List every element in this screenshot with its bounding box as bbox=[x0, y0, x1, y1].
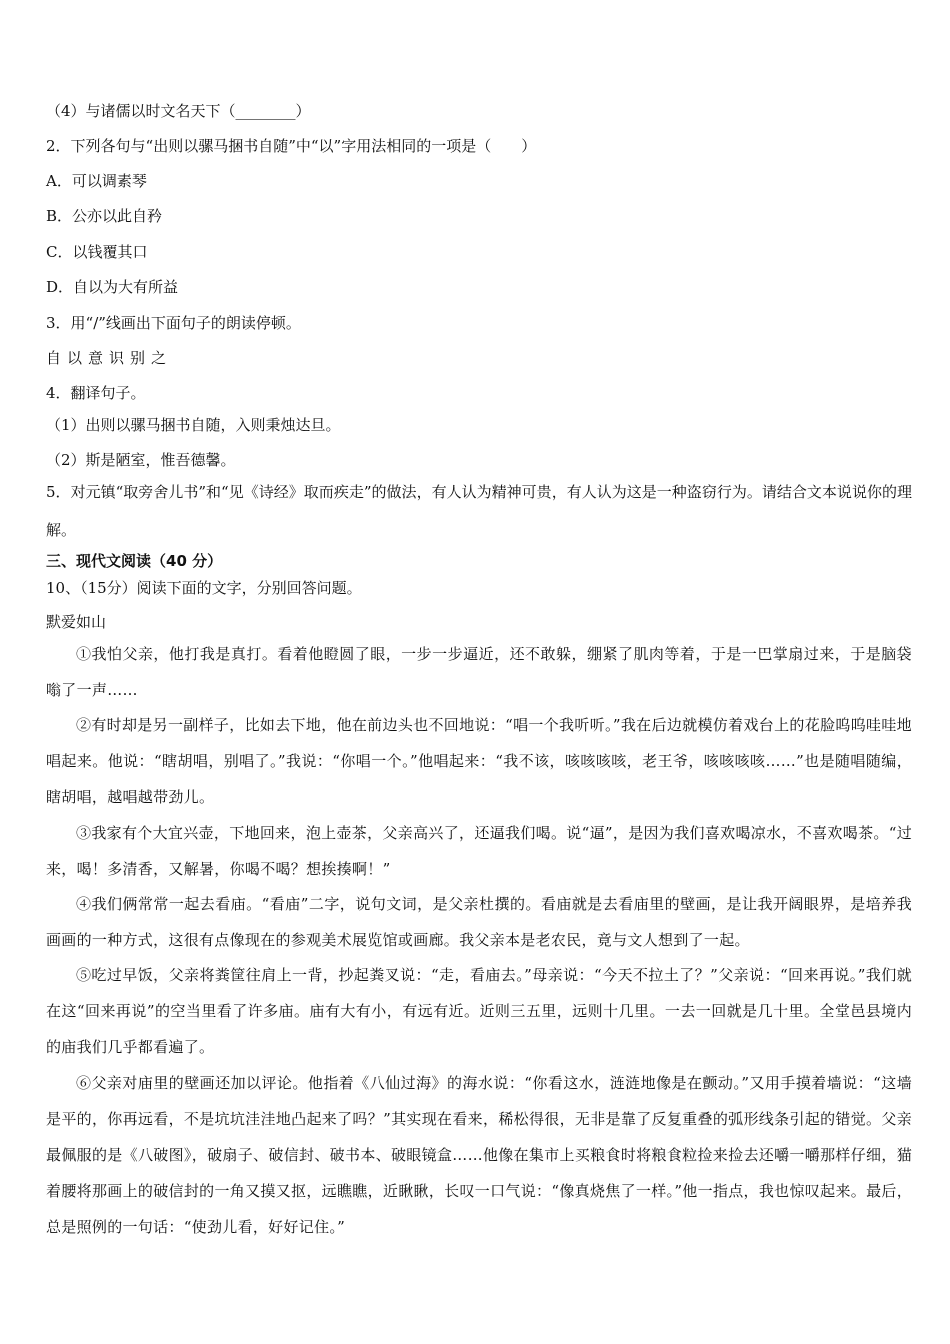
paragraph-1: ①我怕父亲，他打我是真打。看着他瞪圆了眼，一步一步逼近，还不敢躲，绷紧了肌肉等着，于是一巴掌扇过来，于是脑袋嗡了一声…… bbox=[46, 645, 912, 699]
question-4: 4．翻译句子。 bbox=[46, 384, 146, 402]
section-heading: 三、现代文阅读（40 分） bbox=[46, 552, 223, 570]
question-4-1: （1）出则以骡马捆书自随，入则秉烛达旦。 bbox=[46, 416, 341, 434]
paragraph-4: ④我们俩常常一起去看庙。“看庙”二字，说句文词，是父亲杜撰的。看庙就是去看庙里的壁画，是让我开阔眼界，是培养我画画的一种方式，这很有点像现在的参观美术展览馆或画廊。我父亲本是老农民，竟与文人想到了一起。 bbox=[46, 895, 912, 949]
option-a: A．可以调素琴 bbox=[46, 172, 147, 190]
question-5: 5．对元镇“取旁舍儿书”和“见《诗经》取而疾走”的做法，有人认为精神可贵，有人认为这是一种盗窃行为。请结合文本说说你的理解。 bbox=[46, 483, 912, 539]
option-d: D．自以为大有所益 bbox=[46, 278, 179, 296]
option-b: B．公亦以此自矜 bbox=[46, 207, 163, 225]
paragraph-5: ⑤吃过早饭，父亲将粪筐往肩上一背，抄起粪叉说：“走，看庙去。”母亲说：“今天不拉土了？”父亲说：“回来再说。”我们就在这“回来再说”的空当里看了许多庙。庙有大有小，有远有近。近则三五里，远则十几里。一去一回就是几十里。全堂邑县境内的庙我们几乎都看遍了。 bbox=[46, 966, 912, 1056]
paragraph-6: ⑥父亲对庙里的壁画还加以评论。他指着《八仙过海》的海水说：“你看这水，涟涟地像是在颤动。”又用手摸着墙说：“这墙是平的，你再远看，不是坑坑洼洼地凸起来了吗？”其实现在看来，稀松得很，无非是靠了反复重叠的弧形线条引起的错觉。父亲最佩服的是《八破图》，破扇子、破信封、破书本、破眼镜盒……他像在集市上买粮食时将粮食粒捡来捡去还嚼一嚼那样仔细，猫着腰将那画上的破信封的一角又摸又抠，远瞧瞧，近瞅瞅，长叹一口气说：“像真烧焦了一样。”他一指点，我也惊叹起来。最后，总是照例的一句话：“使劲儿看，好好记住。” bbox=[46, 1074, 912, 1236]
paragraph-3: ③我家有个大宜兴壶，下地回来，泡上壶茶，父亲高兴了，还逼我们喝。说“逼”，是因为我们喜欢喝凉水，不喜欢喝茶。“过来，喝！多清香，又解暑，你喝不喝？想挨揍啊！” bbox=[46, 824, 912, 878]
paragraph-2: ②有时却是另一副样子，比如去下地，他在前边头也不回地说：“唱一个我听听。”我在后边就模仿着戏台上的花脸呜呜哇哇地唱起来。他说：“瞎胡唱，别唱了。”我说：“你唱一个。”他唱起来：“我不该，咳咳咳咳，老王爷，咳咳咳咳……”也是随唱随编，瞎胡唱，越唱越带劲儿。 bbox=[46, 716, 912, 806]
question-2: 2．下列各句与“出则以骡马捆书自随”中“以”字用法相同的一项是（ ） bbox=[46, 137, 537, 155]
option-c: C．以钱覆其口 bbox=[46, 243, 148, 261]
question-3: 3．用“/”线画出下面句子的朗读停顿。 bbox=[46, 314, 301, 332]
article-title: 默爱如山 bbox=[46, 613, 107, 631]
question-10: 10、（15分）阅读下面的文字，分别回答问题。 bbox=[46, 579, 362, 597]
question-4-2: （2）斯是陋室，惟吾德馨。 bbox=[46, 451, 236, 469]
question-1-4: （4）与诸儒以时文名天下（________） bbox=[46, 102, 311, 120]
question-3-sentence: 自以意识别之 bbox=[46, 349, 173, 367]
